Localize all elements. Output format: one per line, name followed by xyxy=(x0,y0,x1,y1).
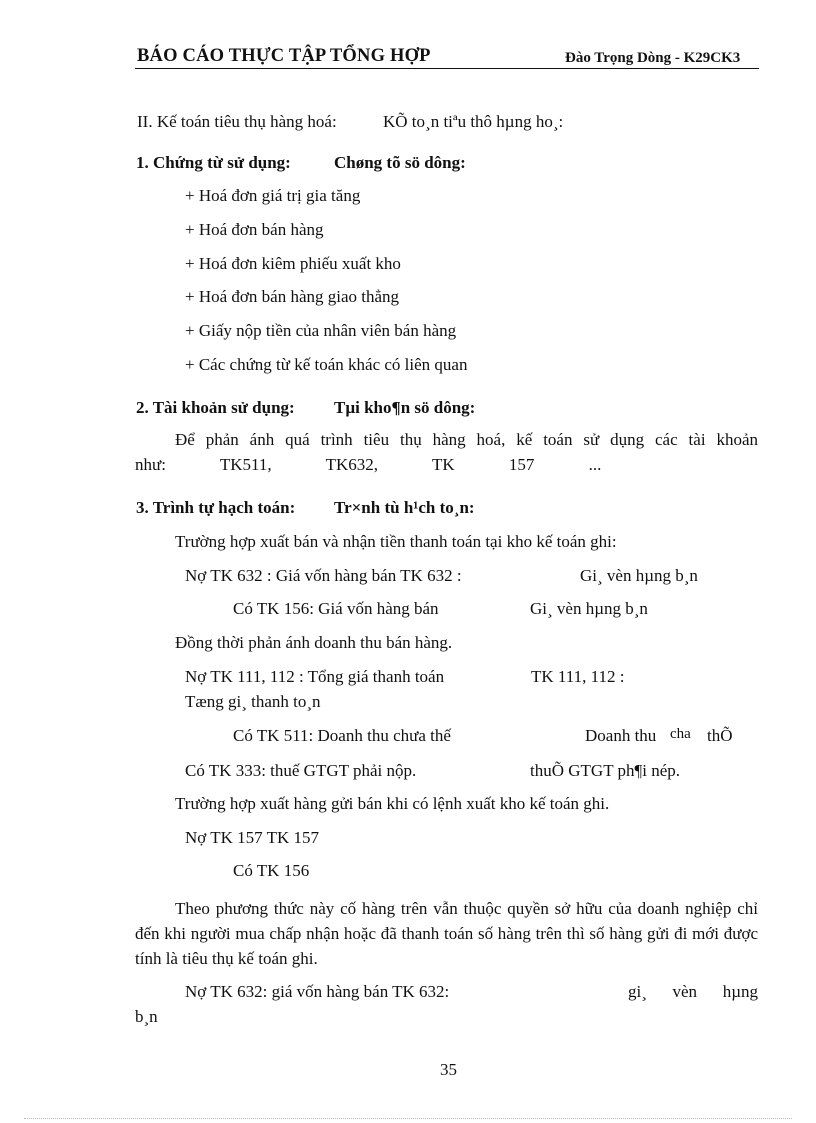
header-rule xyxy=(135,68,759,69)
subsection-3-title: 3. Trình tự hạch toán: xyxy=(136,498,296,517)
entry-credit: Có TK 156 xyxy=(233,861,310,880)
entry-debit: Nợ TK 157 TK 157 xyxy=(185,828,319,847)
entry-credit: Có TK 511: Doanh thu chưa thế xyxy=(233,726,451,745)
entry-garbled: thÕ xyxy=(707,726,733,745)
list-item: + Các chứng từ kế toán khác có liên quan xyxy=(185,355,468,374)
paragraph-line: Để phản ánh quá trình tiêu thụ hàng hoá, kế toán sử dụng các tài khoản xyxy=(175,430,758,449)
paragraph: Đồng thời phản ánh doanh thu bán hàng. xyxy=(175,633,453,652)
subsection-2-title: 2. Tài khoản sử dụng: xyxy=(136,398,295,417)
entry-credit: Có TK 156: Giá vốn hàng bán xyxy=(233,599,439,618)
paragraph: Trường hợp xuất hàng gửi bán khi có lệnh xuất kho kế toán ghi. xyxy=(175,794,610,813)
paragraph-line: như: TK511, TK632, TK 157 ... xyxy=(135,455,602,474)
entry-garbled: Doanh thu xyxy=(585,726,657,745)
entry-garbled: hµng xyxy=(722,982,758,1001)
entry-account: TK 111, 112 : xyxy=(531,667,625,686)
entry-debit: Nợ TK 111, 112 : Tổng giá thanh toán xyxy=(185,667,445,686)
report-title: BÁO CÁO THỰC TẬP TỔNG HỢP xyxy=(137,46,431,66)
entry-debit: Nợ TK 632: giá vốn hàng bán TK 632: xyxy=(185,982,450,1001)
entry-garbled: gi¸ xyxy=(628,982,647,1001)
list-item: + Hoá đơn bán hàng xyxy=(185,220,324,239)
subsection-3-garbled: Tr×nh tù h¹ch to¸n: xyxy=(334,498,475,517)
list-item: + Hoá đơn giá trị gia tăng xyxy=(185,186,361,205)
entry-garbled: b¸n xyxy=(135,1007,158,1026)
subsection-1-garbled: Chøng tõ sö dông: xyxy=(334,153,466,172)
entry-debit: Nợ TK 632 : Giá vốn hàng bán TK 632 : xyxy=(185,566,462,585)
list-item: + Hoá đơn bán hàng giao thẳng xyxy=(185,287,400,306)
entry-garbled: thuÕ GTGT ph¶i nép. xyxy=(530,761,680,780)
entry-garbled: Gi¸ vèn hµng b¸n xyxy=(530,599,648,618)
subsection-1-title: 1. Chứng từ sử dụng: xyxy=(136,153,291,172)
entry-garbled-group xyxy=(628,982,758,1002)
author-line: Đào Trọng Dòng - K29CK3 xyxy=(565,50,741,66)
footer-divider xyxy=(24,1118,792,1119)
entry-garbled: Tæng gi¸ thanh to¸n xyxy=(185,692,321,711)
list-item: + Giấy nộp tiền của nhân viên bán hàng xyxy=(185,321,457,340)
list-item: + Hoá đơn kiêm phiếu xuất kho xyxy=(185,254,401,273)
entry-credit: Có TK 333: thuế GTGT phải nộp. xyxy=(185,761,417,780)
paragraph: Theo phương thức này cố hàng trên vẫn thuộc quyền sở hữu của doanh nghiệp chỉ đến khi người mua chấp nhận hoặc đã thanh toán số hàng trên thì số hàng gửi đi mới được tính là tiêu thụ kế toán ghi. xyxy=(135,899,758,968)
entry-garbled: vèn xyxy=(672,982,698,1001)
entry-garbled: Gi¸ vèn hµng b¸n xyxy=(580,566,698,585)
paragraph: Trường hợp xuất bán và nhận tiền thanh toán tại kho kế toán ghi: xyxy=(175,532,617,551)
section-heading: II. Kế toán tiêu thụ hàng hoá: xyxy=(137,112,337,131)
subsection-2-garbled: Tµi kho¶n sö dông: xyxy=(334,398,476,417)
entry-garbled: cha xyxy=(670,726,691,742)
section-heading-garbled: KÕ to¸n tiªu thô hµng ho¸: xyxy=(383,112,564,131)
page-number: 35 xyxy=(440,1060,457,1079)
